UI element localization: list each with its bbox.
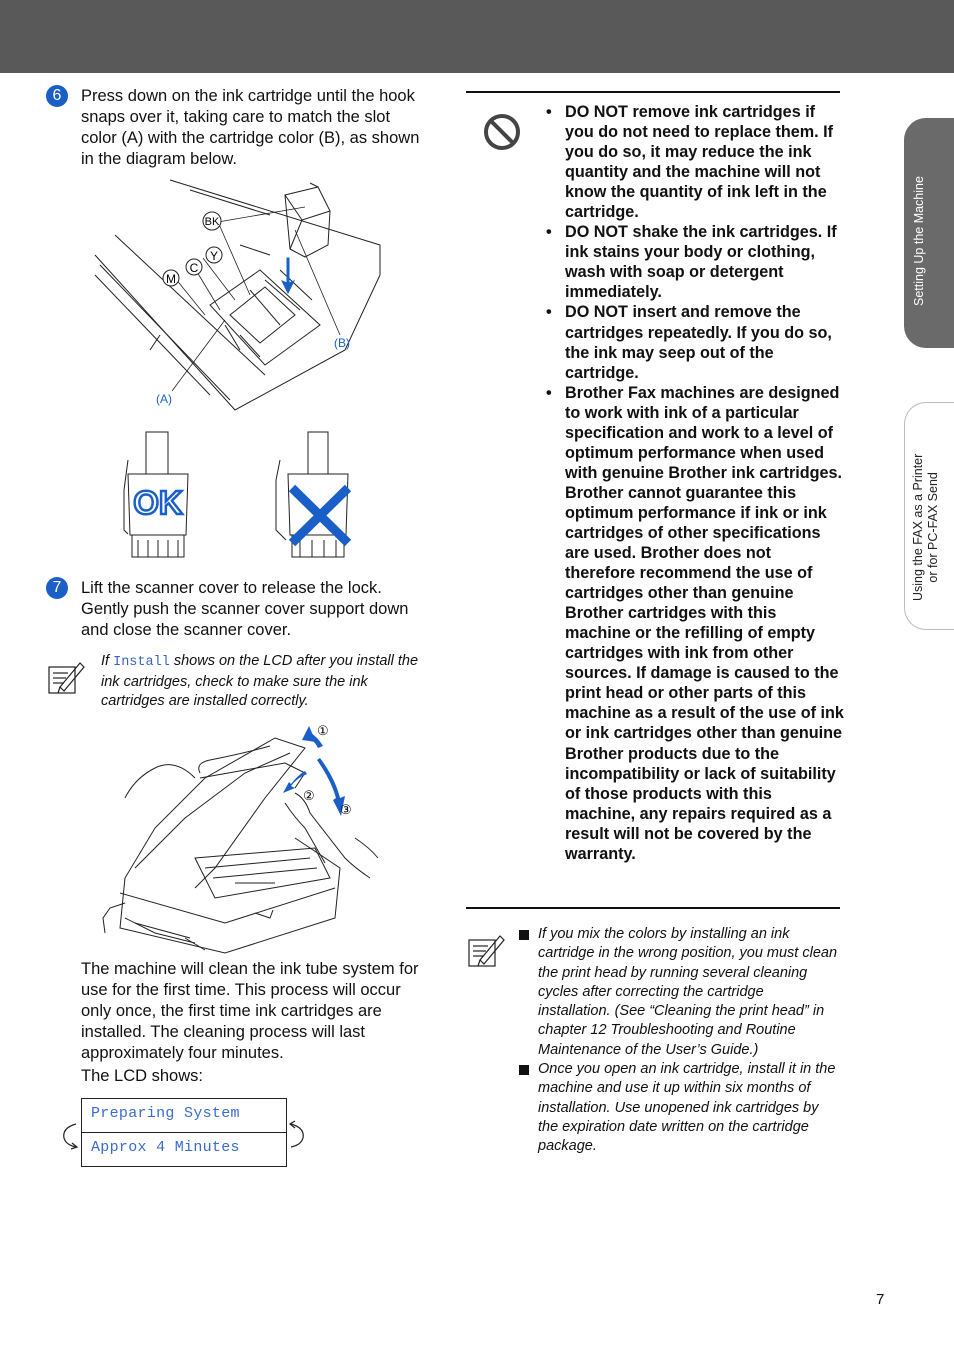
warning-bottom-rule xyxy=(466,907,840,909)
tab-setting-up[interactable] xyxy=(904,118,954,348)
notes-list xyxy=(518,925,840,1157)
label-step-2: ② xyxy=(303,788,315,803)
cartridge-wrong-diagram xyxy=(272,430,362,565)
warning-item: • DO NOT insert and remove the cartridges repeatedly. If you do so, the ink may seep out of the cartridge. xyxy=(545,302,845,382)
lcd-intro: The LCD shows: xyxy=(81,1067,203,1085)
note-prefix: If xyxy=(101,653,114,669)
cartridge-correct-diagram xyxy=(118,430,198,565)
label-b: (B) xyxy=(334,336,350,350)
step-6-text: Press down on the ink cartridge until the hook snaps over it, taking care to match the slot color (A) with the cartridge color (B), as shown in the diagram below. xyxy=(81,87,420,168)
note-suffix: shows on the LCD after you install the ink cartridges, check to make sure the ink cartridges are installed correctly. xyxy=(101,653,419,709)
warning-list xyxy=(545,102,845,864)
lcd-display xyxy=(81,1098,287,1167)
label-step-1: ① xyxy=(317,723,329,738)
prohibited-icon xyxy=(482,112,522,152)
note-lcd-code: Install xyxy=(113,655,170,670)
label-step-3: ③ xyxy=(340,802,352,817)
ok-label: OK xyxy=(133,484,183,521)
step-7-text: Lift the scanner cover to release the lock. Gently push the scanner cover support down and close the scanner cover. xyxy=(81,579,409,639)
warning-top-rule xyxy=(466,91,840,93)
tab-fax-printer-line1: Using the FAX as a Printer xyxy=(911,453,925,601)
label-bk: BK xyxy=(204,216,220,228)
header-bar xyxy=(0,0,954,73)
page-number: 7 xyxy=(876,1291,885,1308)
note-item: If you mix the colors by installing an ink cartridge in the wrong position, you must clean the print head by running several cleaning cycles after correcting the cartridge installation. (See “Cleaning the print head” in chapter 12 Troubleshooting and Routine Maintenance of the User’s Guide.) xyxy=(518,925,840,1060)
lcd-line-2: Approx 4 Minutes xyxy=(82,1132,286,1166)
warning-item: • Brother Fax machines are designed to work with ink of a particular specification and work to a level of optimum performance when used with genuine Brother ink cartridges. Brother cannot guarantee this optimum performance if ink or ink cartridges of other specifications are used. Brother does not therefore recommend the use of cartridges other than genuine Brother cartridges with this machine or the refilling of empty cartridges with ink from other sources. If damage is caused to the print head or other parts of this machine as a result of the use of ink or ink cartridges other than genuine Brother products due to the incompatibility or lack of suitability of those products with this machine, any repairs required as a result will not be covered by the warranty. xyxy=(545,383,845,864)
lcd-cycle-left-icon xyxy=(58,1120,80,1150)
tab-setting-up-label: Setting Up the Machine xyxy=(912,176,926,306)
tab-fax-printer-line2: or for PC-FAX Send xyxy=(926,472,940,583)
cartridge-install-diagram xyxy=(90,175,390,415)
tab-fax-printer[interactable] xyxy=(904,402,954,630)
lcd-cycle-right-icon xyxy=(287,1120,309,1150)
cleaning-text: The machine will clean the ink tube system for use for the first time. This process will occur only once, the first time ink cartridges are installed. The cleaning process will last approximately four minutes. xyxy=(81,960,419,1062)
warning-item: • DO NOT shake the ink cartridges. If ink stains your body or clothing, wash with soap or detergent immediately. xyxy=(545,222,845,302)
lcd-line-1: Preparing System xyxy=(91,1105,240,1122)
label-c: C xyxy=(189,261,199,275)
step-number-6: 6 xyxy=(46,85,68,107)
label-m: M xyxy=(166,272,176,286)
warning-item: • DO NOT remove ink cartridges if you do not need to replace them. If you do so, it may reduce the ink quantity and the machine will not know the quantity of ink left in the cartridge. xyxy=(545,102,845,222)
tab-fax-printer-label xyxy=(911,454,941,601)
note-pencil-icon xyxy=(46,659,86,695)
scanner-cover-diagram xyxy=(95,718,380,956)
label-y: Y xyxy=(209,249,219,263)
label-a: (A) xyxy=(156,392,172,406)
note-item: Once you open an ink cartridge, install it in the machine and use it up within six months of installation. Use unopened ink cartridges by the expiration date written on the cartridge package. xyxy=(518,1060,840,1156)
step-number-7: 7 xyxy=(46,577,68,599)
note-install-text xyxy=(101,652,421,712)
note-pencil-icon xyxy=(466,932,506,968)
